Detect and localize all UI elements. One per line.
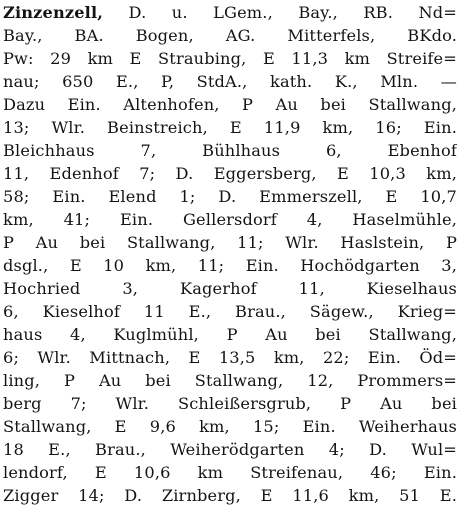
entry-line: 6; Wlr. Mittnach, E 13,5 km, 22; Ein. Öd= bbox=[3, 348, 457, 367]
entry-line: berg 7; Wlr. Schleißersgrub, P Au bei bbox=[3, 394, 457, 413]
entry-line: Zigger 14; D. Zirnberg, E 11,6 km, 51 E. bbox=[3, 486, 457, 505]
entry-line: 18 E., Brau., Weiherödgarten 4; D. Wul= bbox=[3, 440, 457, 459]
entry-line: dsgl., E 10 km, 11; Ein. Hochödgarten 3, bbox=[3, 256, 457, 275]
entry-line: 13; Wlr. Beinstreich, E 11,9 km, 16; Ein. bbox=[3, 118, 457, 137]
entry-line-text: D. u. LGem., Bay., RB. Nd= bbox=[103, 3, 457, 22]
entry-line: ling, P Au bei Stallwang, 12, Prommers= bbox=[3, 371, 457, 390]
entry-line: haus 4, Kuglmühl, P Au bei Stallwang, bbox=[3, 325, 457, 344]
entry-line: nau; 650 E., P, StdA., kath. K., Mln. — bbox=[3, 72, 457, 91]
entry-line-1 bbox=[3, 1, 457, 24]
entry-line: 58; Ein. Elend 1; D. Emmerszell, E 10,7 bbox=[3, 187, 457, 206]
entry-line: Bleichhaus 7, Bühlhaus 6, Ebenhof bbox=[3, 141, 457, 160]
entry-line: km, 41; Ein. Gellersdorf 4, Haselmühle, bbox=[3, 210, 457, 229]
headword: Zinzenzell, bbox=[3, 3, 104, 22]
entry-line: Stallwang, E 9,6 km, 15; Ein. Weiherhaus bbox=[3, 417, 457, 436]
entry-line: lendorf, E 10,6 km Streifenau, 46; Ein. bbox=[3, 463, 457, 482]
entry-line: P Au bei Stallwang, 11; Wlr. Haslstein, P bbox=[3, 233, 457, 252]
entry-line: Bay., BA. Bogen, AG. Mitterfels, BKdo. bbox=[3, 26, 457, 45]
entry-line: 6, Kieselhof 11 E., Brau., Sägew., Krieg= bbox=[3, 302, 457, 321]
entry-line: 11, Edenhof 7; D. Eggersberg, E 10,3 km, bbox=[3, 164, 457, 183]
entry-line: Hochried 3, Kagerhof 11, Kieselhaus bbox=[3, 279, 457, 298]
entry-line: Pw: 29 km E Straubing, E 11,3 km Streife= bbox=[3, 49, 457, 68]
gazetteer-entry bbox=[3, 1, 457, 507]
entry-line: Dazu Ein. Altenhofen, P Au bei Stallwang, bbox=[3, 95, 457, 114]
